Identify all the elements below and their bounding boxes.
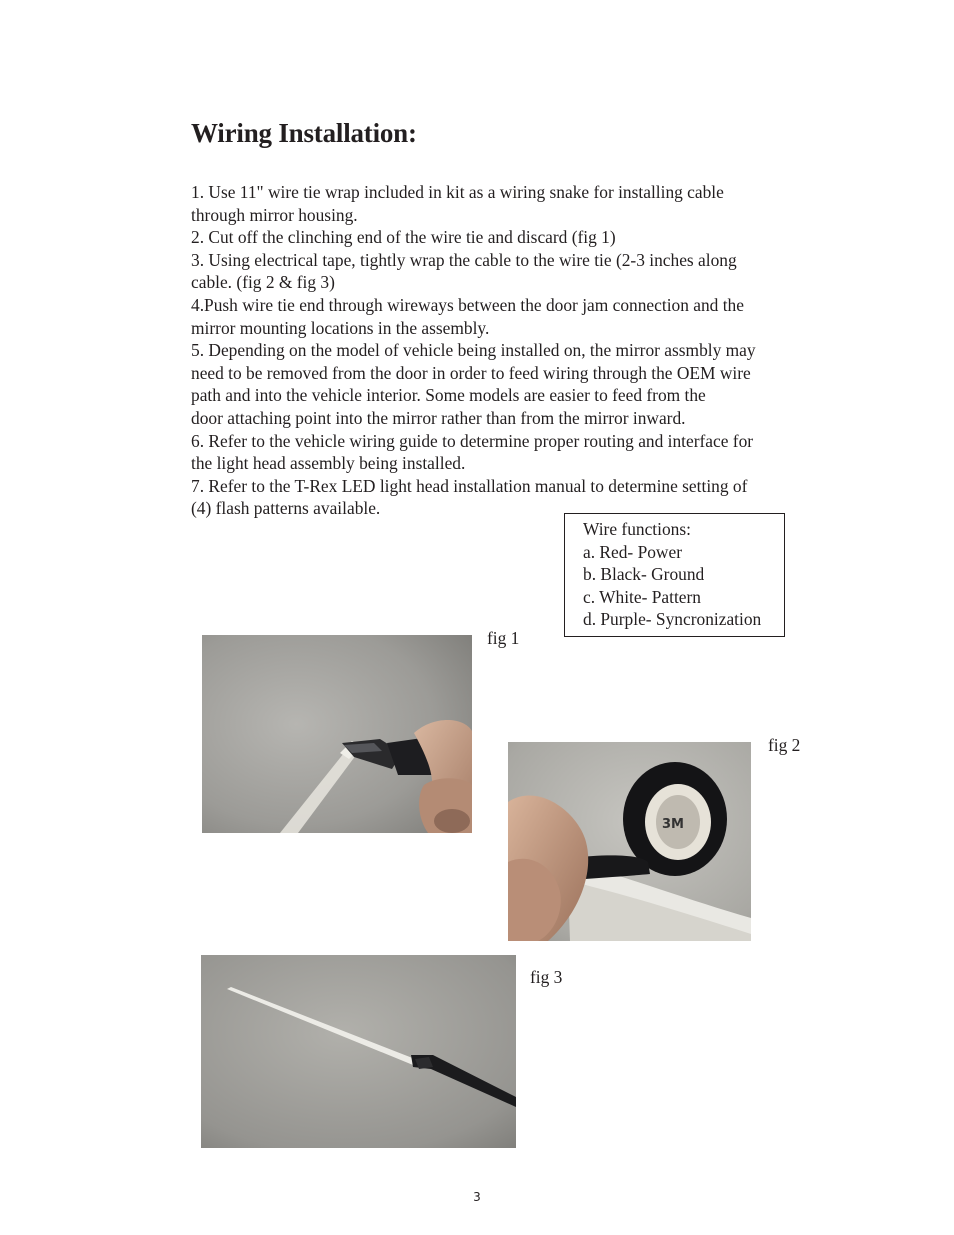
page-number: 3: [473, 1190, 481, 1204]
wire-function-white: c. White- Pattern: [583, 586, 701, 607]
fig2-photo: [508, 742, 751, 941]
instruction-step-2: 2. Cut off the clinching end of the wire tie and discard (fig 1): [191, 227, 616, 248]
fig1-label: fig 1: [487, 628, 520, 648]
instruction-step-1: 1. Use 11" wire tie wrap included in kit as a wiring snake for installing cable through mirror housing.: [191, 182, 724, 225]
instruction-step-4: 4.Push wire tie end through wireways between the door jam connection and the mirror mounting locations in the assembly.: [191, 294, 744, 338]
instruction-step-5: 5. Depending on the model of vehicle being installed on, the mirror assmbly may need to be removed from the door in order to feed wiring through the OEM wire path and into the vehicle interior. Some models are easier to feed from the door attaching point into the mirror rather than from the mirror inward.: [191, 340, 756, 428]
page-title: Wiring Installation:: [191, 118, 417, 148]
instruction-list: [191, 181, 831, 520]
fig3-label: fig 3: [530, 967, 563, 987]
wire-function-purple: d. Purple- Syncronization: [583, 609, 762, 630]
wire-functions-heading: Wire functions:: [583, 519, 691, 539]
fig1-photo: [202, 635, 472, 833]
wire-functions-box: [564, 513, 785, 637]
instruction-step-3: 3. Using electrical tape, tightly wrap the cable to the wire tie (2-3 inches along cable. (fig 2 & fig 3): [191, 249, 737, 293]
fig2-label: fig 2: [768, 735, 801, 755]
fig3-photo: [201, 955, 516, 1148]
tape-brand-label: 3M: [662, 817, 684, 832]
wire-function-red: a. Red- Power: [583, 541, 683, 562]
instruction-step-6: 6. Refer to the vehicle wiring guide to determine proper routing and interface for the light head assembly being installed.: [191, 430, 754, 474]
instruction-step-7: 7. Refer to the T-Rex LED light head installation manual to determine setting of (4) flash patterns available.: [191, 475, 748, 519]
wire-function-black: b. Black- Ground: [583, 564, 705, 585]
